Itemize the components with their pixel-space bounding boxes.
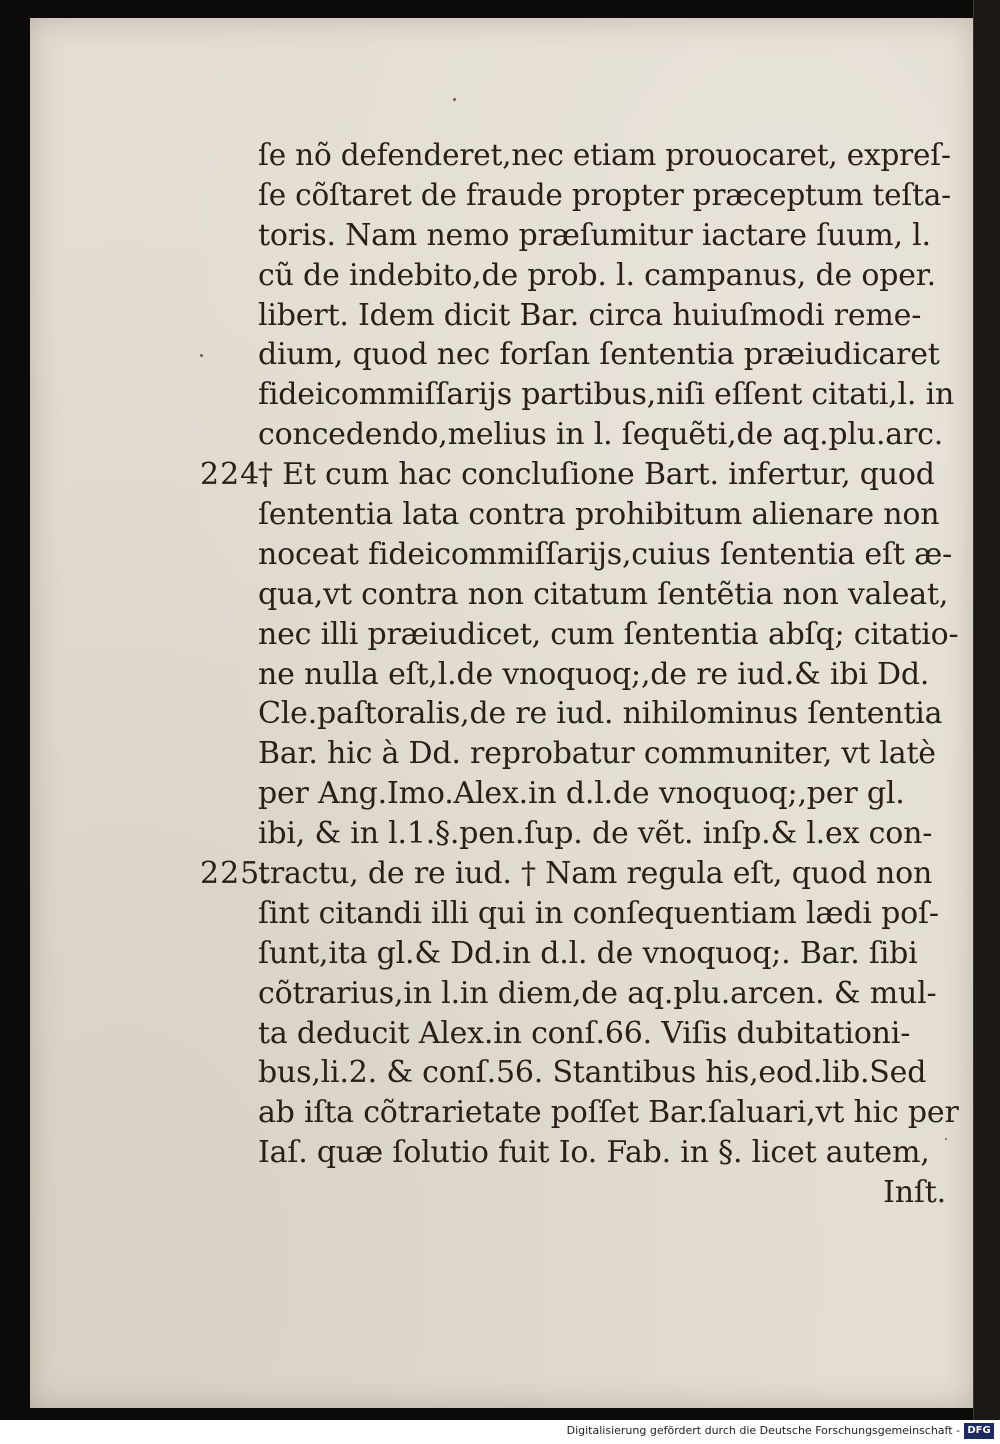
text-line: toris. Nam nemo præſumitur iactare ſuum, l. [258,217,931,253]
text-line: concedendo,melius in l. ſequẽti,de aq.plu.arc. [258,417,944,453]
dfg-logo: DFG [964,1423,994,1439]
catchword: Inſt. [883,1175,946,1211]
text-line: cõtrarius,in l.in diem,de aq.plu.arcen. & mul- [258,975,937,1011]
text-line: tractu, de re iud. † Nam regula eſt, quod non [258,856,933,892]
footer-credit: Digitalisierung gefördert durch die Deutsche Forschungsgemeinschaft - [566,1424,960,1437]
text-line: nec illi præiudicet, cum ſententia abſq; citatio- [258,616,959,652]
paper-speck [453,98,456,101]
text-line: ſe nõ defenderet,nec etiam prouocaret, expreſ- [258,138,951,172]
text-line: Iaſ. quæ ſolutio fuit Io. Fab. in §. licet autem, [258,1135,930,1171]
text-line: ne nulla eſt,l.de vnoquoq;,de re iud.& ibi Dd. [258,656,930,692]
paper-speck [200,354,203,357]
text-line: noceat fideicommiſſarijs,cuius ſententia eſt æ- [258,536,953,572]
text-line: Cle.paſtoralis,de re iud. nihilominus ſententia [258,696,943,732]
text-line: bus,li.2. & conſ.56. Stantibus his,eod.lib.Sed [258,1055,927,1091]
main-text-block [258,136,958,1213]
text-line: ta deducit Alex.in conſ.66. Viſis dubitationi- [258,1015,911,1051]
text-line: ibi, & in l.1.§.pen.ſup. de vẽt. inſp.& l.ex con- [258,816,933,852]
text-line: Bar. hic à Dd. reprobatur communiter, vt latè [258,736,936,772]
footer-bar [0,1420,1000,1444]
text-line: per Ang.Imo.Alex.in d.l.de vnoquoq;,per gl. [258,776,905,812]
text-line: ſint citandi illi qui in conſequentiam lædi poſ- [258,895,939,931]
text-line: dium, quod nec forſan ſententia præiudicaret [258,337,940,373]
text-line: ſunt,ita gl.& Dd.in d.l. de vnoquoq;. Bar. ſibi [258,935,918,971]
text-line: † Et cum hac concluſione Bart. infertur, quod [258,457,935,493]
text-line: qua,vt contra non citatum ſentẽtia non valeat, [258,576,949,612]
text-line: ſe cõſtaret de fraude propter præceptum teſta- [258,177,951,212]
text-line: libert. Idem dicit Bar. circa huiuſmodi reme- [258,297,922,333]
text-line: cũ de indebito,de prob. l. campanus, de oper. [258,257,936,293]
text-line: ſententia lata contra prohibitum alienare non [258,497,940,533]
text-line: fideicommiſſarijs partibus,niſi eſſent citati,l. in [258,377,955,413]
marginal-number-224: 224. [200,457,271,493]
scanner-edge [973,0,1000,1420]
text-line: ab iſta cõtrarietate poſſet Bar.ſaluari,vt hic per [258,1095,959,1131]
marginal-number-225: 225. [200,856,271,892]
